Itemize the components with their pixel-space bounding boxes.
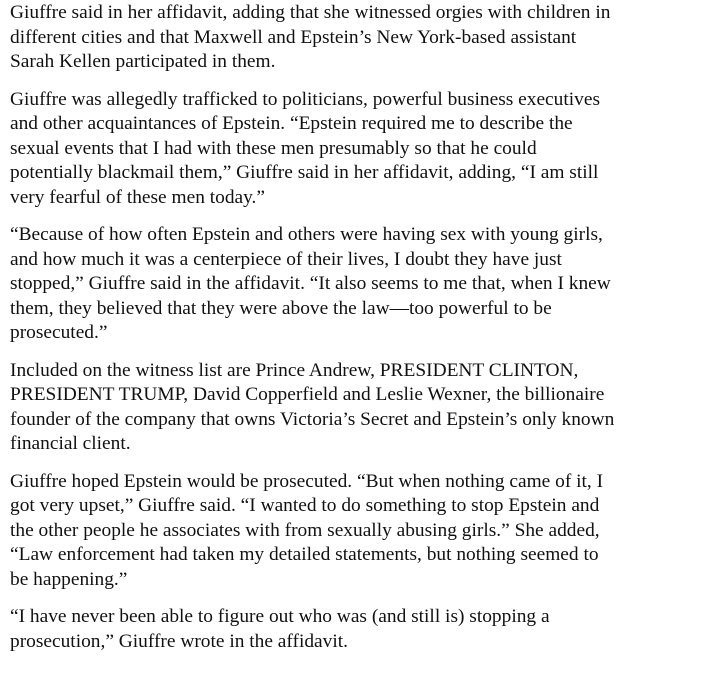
article-paragraph-1: Giuffre said in her affidavit, adding that she witnessed orgies with children in different cities and that Maxwell and Epstein’s New York-based assistant Sarah Kellen participated in them. [10,2,611,72]
article-paragraph-2: Giuffre was allegedly trafficked to politicians, powerful business executives and other acquaintances of Epstein. “Epstein required me to describe the sexual events that I had with these men presumably so that he could potentially blackmail them,” Giuffre said in her affidavit, adding, “I am still very fearful of these men today.” [10,88,600,208]
article-paragraph-6: “I have never been able to figure out who was (and still is) stopping a prosecution,” Giuffre wrote in the affidavit. [10,606,550,652]
article-body [0,1,725,654]
article-paragraph-4: Included on the witness list are Prince Andrew, PRESIDENT CLINTON, PRESIDENT TRUMP, David Copperfield and Leslie Wexner, the billionaire founder of the company that owns Victoria’s Secret and Epstein’s only known financial client. [10,359,615,454]
article-paragraph-3: “Because of how often Epstein and others were having sex with young girls, and how much it was a centerpiece of their lives, I doubt they have just stopped,” Giuffre said in the affidavit. “It also seems to me that, when I knew them, they believed that they were above the law—too powerful to be prosecuted.” [10,224,611,343]
article-paragraph-5: Giuffre hoped Epstein would be prosecuted. “But when nothing came of it, I got very upset,” Giuffre said. “I wanted to do something to stop Epstein and the other people he associates with from sexually abusing girls.” She added, “Law enforcement had taken my detailed statements, but nothing seemed to be happening.” [10,470,604,590]
